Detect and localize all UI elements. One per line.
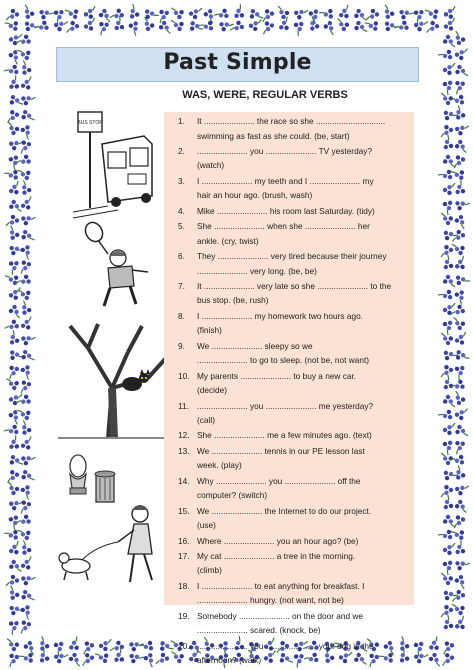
border-flower xyxy=(17,407,32,422)
border-flower xyxy=(395,648,412,665)
item-number: 6. xyxy=(178,251,185,261)
border-flower xyxy=(217,17,234,34)
border-flower xyxy=(439,375,456,392)
border-flower xyxy=(441,333,453,345)
border-flower xyxy=(443,63,455,75)
item-number: 14. xyxy=(178,475,190,486)
item-text: She ...................... when she ...................... her xyxy=(197,221,370,232)
border-flower xyxy=(441,640,456,654)
item-text: ...................... you ...................... me yesterday? xyxy=(197,400,374,411)
border-flower xyxy=(111,648,128,665)
border-flower xyxy=(52,18,67,33)
border-flower xyxy=(21,5,37,21)
border-flower xyxy=(440,318,457,335)
item-text: ...................... very long. (be, be) xyxy=(197,265,317,276)
border-flower xyxy=(438,407,455,424)
border-flower xyxy=(442,653,455,666)
border-flower xyxy=(440,558,457,575)
item-text: Why ...................... you ...................... off the xyxy=(197,475,361,486)
border-flower xyxy=(4,422,21,439)
border-flower xyxy=(453,213,468,229)
border-flower xyxy=(8,304,22,318)
border-flower xyxy=(441,466,458,483)
item-number: 3. xyxy=(178,175,185,186)
bus-stop-sign-text: BUS STOP xyxy=(77,120,103,126)
border-flower xyxy=(110,639,125,654)
item-text: ...................... scared. (knock, be) xyxy=(197,625,321,636)
border-flower xyxy=(17,540,33,557)
border-flower xyxy=(425,6,441,22)
item-number: 16. xyxy=(178,535,190,546)
border-flower xyxy=(441,573,453,585)
border-flower xyxy=(16,32,33,48)
border-flower xyxy=(452,78,468,94)
border-flower xyxy=(7,347,24,364)
border-flower xyxy=(214,6,231,23)
border-flower xyxy=(443,155,455,167)
item-text: Somebody ...................... on the door and we xyxy=(197,610,364,621)
border-flower xyxy=(18,243,34,260)
border-flower xyxy=(451,527,467,543)
border-flower xyxy=(98,8,112,22)
border-flower xyxy=(20,108,35,123)
border-flower xyxy=(20,348,35,363)
border-flower xyxy=(22,640,37,655)
border-flower xyxy=(7,541,23,556)
border-flower xyxy=(5,226,21,242)
girl-walking-dog-illustration xyxy=(56,502,166,594)
border-flower xyxy=(19,211,36,227)
border-flower xyxy=(4,526,21,543)
border-flower xyxy=(17,300,33,317)
border-flower xyxy=(126,19,143,36)
border-flower xyxy=(4,62,21,79)
border-flower xyxy=(354,652,367,665)
border-flower xyxy=(68,652,82,666)
border-flower xyxy=(9,559,22,572)
border-flower xyxy=(37,5,54,22)
border-flower xyxy=(451,465,468,482)
border-flower xyxy=(438,527,455,544)
border-flower xyxy=(261,8,275,21)
item-text: ankle. (cry, twist) xyxy=(197,235,259,246)
border-flower xyxy=(443,6,457,19)
border-flower xyxy=(5,618,22,635)
border-flower xyxy=(454,408,467,421)
border-flower xyxy=(6,214,20,228)
border-flower xyxy=(19,451,36,467)
item-text: Mike ...................... his room last Saturday. (tidy) xyxy=(197,205,375,216)
border-flower xyxy=(290,19,307,36)
border-flower xyxy=(17,60,33,77)
border-flower xyxy=(5,258,22,275)
exercise-list xyxy=(164,112,414,666)
item-text: ...................... hungry. (not want, not be) xyxy=(197,595,344,606)
item-text: Where ...................... you an hour ago? (be) xyxy=(197,535,359,546)
border-flower xyxy=(454,332,468,346)
border-flower xyxy=(451,167,467,183)
border-flower xyxy=(9,199,22,212)
border-flower xyxy=(454,64,468,78)
border-flower xyxy=(7,110,20,123)
border-flower xyxy=(20,588,35,603)
border-flower xyxy=(439,135,456,152)
border-flower xyxy=(18,139,33,154)
border-flower xyxy=(452,288,469,305)
border-flower xyxy=(17,47,32,62)
border-flower xyxy=(443,35,455,47)
border-flower xyxy=(454,139,467,152)
border-flower xyxy=(142,6,159,23)
border-flower xyxy=(452,31,467,47)
item-number: 11. xyxy=(178,400,189,411)
border-flower xyxy=(187,18,203,34)
border-flower xyxy=(441,213,453,225)
border-flower xyxy=(441,346,458,363)
item-text: We ...................... sleepy so we xyxy=(197,340,313,351)
border-flower xyxy=(6,652,22,667)
border-flower xyxy=(382,640,397,655)
border-flower xyxy=(8,453,23,469)
border-flower xyxy=(452,602,466,616)
border-flower xyxy=(8,32,22,46)
item-text: (finish) xyxy=(197,325,222,336)
border-flower xyxy=(438,167,455,184)
border-flower xyxy=(443,275,455,287)
border-flower xyxy=(7,136,23,152)
item-text: She ...................... me a few minutes ago. (text) xyxy=(197,430,372,441)
border-flower xyxy=(410,639,427,656)
border-flower xyxy=(18,603,34,620)
border-flower xyxy=(261,20,275,34)
border-flower xyxy=(452,242,466,256)
border-flower xyxy=(6,8,20,22)
border-flower xyxy=(337,5,353,21)
border-flower xyxy=(453,573,468,589)
border-flower xyxy=(7,181,23,196)
border-flower xyxy=(6,435,23,452)
border-flower xyxy=(5,586,21,602)
border-flower xyxy=(17,167,32,182)
border-flower xyxy=(82,653,95,666)
border-flower xyxy=(18,483,34,500)
border-flower xyxy=(443,183,455,195)
border-flower xyxy=(230,19,245,34)
border-flower xyxy=(16,512,33,528)
border-flower xyxy=(142,651,158,667)
item-number: 2. xyxy=(178,145,185,156)
border-flower xyxy=(412,18,427,33)
border-flower xyxy=(17,180,33,197)
item-number: 17. xyxy=(178,550,190,561)
border-flower xyxy=(276,17,292,33)
item-text: They ...................... very tired because their journey xyxy=(197,251,387,261)
item-text: My parents ...................... to buy a new car. xyxy=(197,370,357,381)
border-flower xyxy=(19,91,36,107)
border-flower xyxy=(8,93,23,109)
border-flower xyxy=(276,6,290,20)
item-number: 10. xyxy=(178,370,190,381)
border-flower xyxy=(141,17,156,32)
item-text: (climb) xyxy=(197,565,222,576)
border-flower xyxy=(35,648,52,665)
border-flower xyxy=(95,650,110,666)
item-number: 19. xyxy=(178,610,190,621)
border-flower xyxy=(439,495,456,512)
border-flower xyxy=(441,226,458,243)
item-text: It ...................... very late so she ...................... to the xyxy=(197,280,392,291)
border-flower xyxy=(305,16,322,33)
border-flower xyxy=(454,499,467,512)
border-flower xyxy=(366,8,380,22)
border-flower xyxy=(452,391,467,407)
item-text: (decide) xyxy=(197,385,227,396)
item-text: swimming as fast as she could. (be, start) xyxy=(197,130,350,141)
item-number: 8. xyxy=(178,310,185,321)
border-flower xyxy=(8,287,21,300)
border-flower xyxy=(19,436,34,451)
border-flower xyxy=(453,317,466,330)
border-flower xyxy=(50,7,67,24)
border-flower xyxy=(52,649,68,665)
item-text: (call) xyxy=(197,415,215,425)
item-text: My cat ...................... a tree in the morning. xyxy=(197,550,356,561)
border-flower xyxy=(156,652,170,666)
item-number: 13. xyxy=(178,445,190,456)
border-flower xyxy=(453,556,470,573)
border-flower xyxy=(427,21,440,34)
border-flower xyxy=(127,649,144,666)
border-flower xyxy=(16,272,33,288)
border-flower xyxy=(410,7,427,24)
border-flower xyxy=(443,515,455,527)
border-flower xyxy=(7,639,19,652)
border-flower xyxy=(451,363,468,380)
border-flower xyxy=(439,255,456,272)
border-flower xyxy=(19,316,34,331)
border-flower xyxy=(454,424,468,438)
border-flower xyxy=(438,287,455,304)
item-number: 1. xyxy=(178,116,185,126)
item-number: 20. xyxy=(178,640,190,651)
border-flower xyxy=(6,482,20,496)
item-text: computer? (switch) xyxy=(197,490,268,501)
border-flower xyxy=(19,649,36,666)
border-flower xyxy=(110,7,126,23)
item-text: I ...................... my homework two hours ago. xyxy=(197,310,363,321)
item-text: I ...................... my teeth and I ...................... my xyxy=(197,175,374,186)
border-flower xyxy=(67,21,80,34)
border-flower xyxy=(443,543,455,555)
worksheet-subtitle: WAS, WERE, REGULAR VERBS xyxy=(182,89,348,101)
border-flower xyxy=(19,571,36,587)
item-text: week. (play) xyxy=(197,460,242,471)
border-flower xyxy=(443,18,457,32)
border-flower xyxy=(453,196,470,213)
border-flower xyxy=(451,105,468,122)
border-flower xyxy=(452,438,468,454)
item-text: (use) xyxy=(197,520,216,531)
border-flower xyxy=(17,420,33,437)
border-flower xyxy=(382,17,399,34)
border-flower xyxy=(453,122,469,137)
border-flower xyxy=(171,6,184,20)
border-flower xyxy=(443,423,455,435)
item-text: hair an hour ago. (brush, wash) xyxy=(197,190,313,201)
border-flower xyxy=(397,5,414,22)
border-flower xyxy=(20,228,35,243)
border-flower xyxy=(7,470,20,483)
bus-stop-illustration xyxy=(68,108,158,220)
title-banner xyxy=(56,47,419,82)
border-flower xyxy=(319,5,336,22)
item-text: afternoon? (walk) xyxy=(197,655,262,666)
border-flower xyxy=(20,468,35,483)
item-number: 7. xyxy=(178,280,185,291)
border-flower xyxy=(199,17,216,34)
item-number: 9. xyxy=(178,340,185,351)
item-number: 4. xyxy=(178,205,185,216)
border-flower xyxy=(81,640,96,654)
border-flower xyxy=(66,637,82,653)
border-flower xyxy=(453,272,470,289)
border-flower xyxy=(438,47,455,64)
border-flower xyxy=(18,379,33,394)
border-flower xyxy=(441,605,453,617)
border-flower xyxy=(443,395,455,407)
border-flower xyxy=(440,198,457,215)
border-flower xyxy=(440,438,457,455)
item-number: 12. xyxy=(178,430,190,441)
border-flower xyxy=(441,586,458,603)
border-flower xyxy=(439,615,456,632)
border-flower xyxy=(428,652,442,666)
border-flower xyxy=(83,6,97,19)
border-flower xyxy=(5,330,22,347)
item-text: ...................... you ...................... TV yesterday? xyxy=(197,145,373,156)
border-flower xyxy=(18,259,33,274)
item-text: (watch) xyxy=(197,160,225,171)
border-flower xyxy=(125,4,142,21)
border-flower xyxy=(381,5,397,21)
border-flower xyxy=(18,499,33,514)
border-flower xyxy=(322,19,337,34)
border-flower xyxy=(452,180,469,197)
item-number: 15. xyxy=(178,505,190,516)
border-flower xyxy=(139,637,156,654)
border-flower xyxy=(248,19,261,32)
border-flower xyxy=(16,152,33,168)
border-flower xyxy=(453,482,469,497)
item-text: We ...................... tennis in our PE lesson last xyxy=(197,445,365,456)
border-flower xyxy=(6,122,20,136)
border-flower xyxy=(454,48,467,61)
border-flower xyxy=(366,652,382,667)
border-flower xyxy=(452,540,469,557)
border-flower xyxy=(353,20,367,34)
border-flower xyxy=(110,16,127,33)
item-text: I ...................... to eat anything for breakfast. I xyxy=(197,580,365,591)
cat-in-tree-illustration xyxy=(58,318,170,440)
border-flower xyxy=(452,256,468,272)
border-flower xyxy=(441,365,453,377)
boy-tennis-illustration xyxy=(74,220,164,312)
border-flower xyxy=(18,123,34,140)
border-flower xyxy=(441,485,453,497)
border-flower xyxy=(452,616,468,632)
border-flower xyxy=(22,17,39,34)
item-text: ...................... to go to sleep. (not be, not want) xyxy=(197,355,370,366)
border-flower xyxy=(7,496,23,512)
border-flower xyxy=(441,125,453,137)
border-flower xyxy=(19,196,34,211)
border-flower xyxy=(4,166,21,183)
border-flower xyxy=(65,6,81,22)
border-flower xyxy=(337,19,350,32)
item-text: It ...................... the race so she .............................. xyxy=(197,116,386,126)
border-flower xyxy=(16,392,33,408)
border-flower xyxy=(6,75,23,92)
border-flower xyxy=(83,18,97,32)
border-flower xyxy=(353,8,366,22)
border-flower xyxy=(6,364,22,379)
border-flower xyxy=(18,363,34,380)
item-number: 5. xyxy=(178,221,185,232)
border-flower xyxy=(379,649,396,666)
border-flower xyxy=(6,574,20,588)
border-flower xyxy=(306,7,323,24)
item-text: We ...................... the Internet to do our project. xyxy=(197,505,372,516)
border-flower xyxy=(50,639,67,656)
border-flower xyxy=(171,18,185,32)
border-flower xyxy=(412,649,428,665)
border-flower xyxy=(440,78,457,95)
border-flower xyxy=(99,639,112,651)
border-flower xyxy=(17,527,32,542)
border-flower xyxy=(441,106,458,123)
border-flower xyxy=(6,378,19,391)
border-flower xyxy=(188,6,202,20)
border-flower xyxy=(231,4,248,21)
border-flower xyxy=(292,6,308,22)
page-title: Past Simple xyxy=(163,50,312,75)
item-number: 18. xyxy=(178,580,190,591)
border-flower xyxy=(19,76,34,91)
border-flower xyxy=(278,651,293,667)
border-flower xyxy=(426,637,442,653)
border-flower xyxy=(441,245,453,257)
border-flower xyxy=(19,331,36,347)
border-flower xyxy=(5,18,21,34)
border-flower xyxy=(19,556,34,571)
item-text: bus stop. (be, rush) xyxy=(197,295,269,306)
border-flower xyxy=(18,619,33,634)
border-flower xyxy=(8,392,22,406)
item-text: ...................... you ...................... your dog in the xyxy=(197,640,374,651)
